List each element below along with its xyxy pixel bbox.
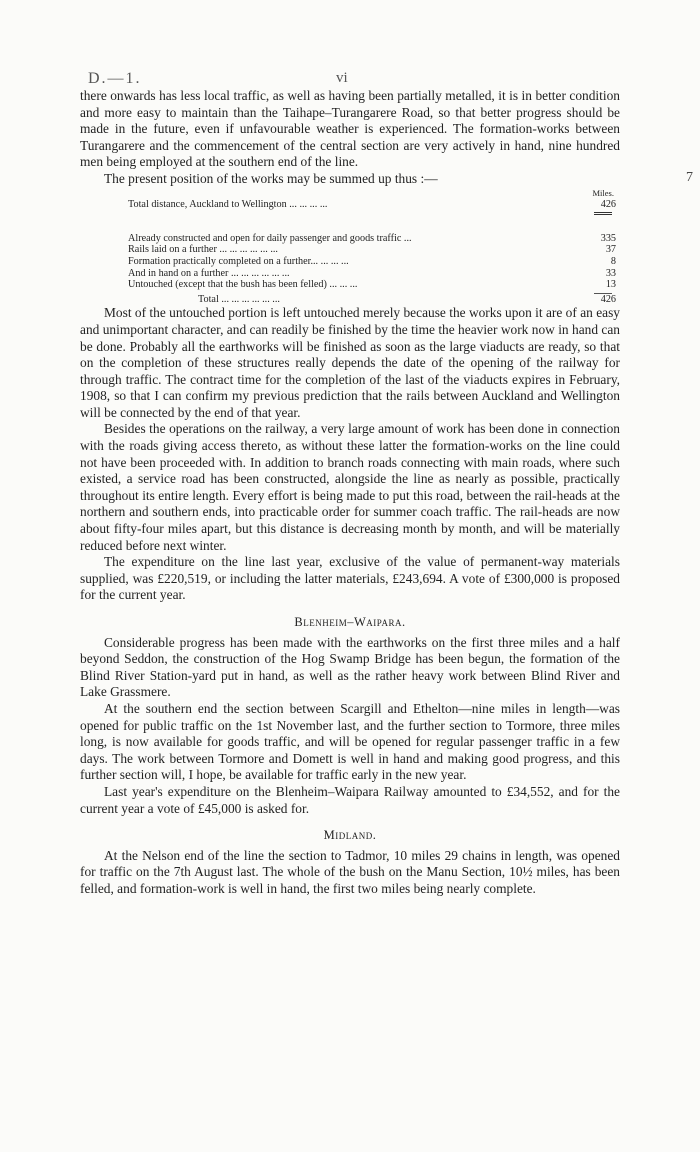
row-leader: ... ... ... ... ... ... bbox=[218, 293, 280, 305]
row-value: 426 bbox=[600, 199, 616, 211]
row-label: Formation practically completed on a further... bbox=[128, 255, 319, 267]
row-leader: ... ... ... ... ... ... bbox=[228, 267, 290, 279]
row-value: 37 bbox=[605, 244, 616, 256]
table-row bbox=[80, 233, 620, 245]
table-row-total bbox=[80, 294, 620, 306]
paragraph: At the Nelson end of the line the section to Tadmor, 10 miles 29 chains in length, was opened for traffic on the 7th August last. The whole of the bush on the Manu Section, 10½ miles, has been felled, and formation-work is well in hand, the first two miles being nearly complete. bbox=[80, 847, 620, 896]
table-row bbox=[80, 244, 620, 256]
row-leader: ... bbox=[401, 232, 412, 244]
document-body bbox=[80, 88, 620, 898]
paragraph: there onwards has less local traffic, as well as having been partially metalled, it is in better condition and more easy to maintain than the Taihape–Turangarere Road, so that better progress should be made in the future, even if unfavourable weather is experienced. The formation-works between Turangarere and the commencement of the central section are very actively in hand, nine hundred men being employed at the southern end of the line. bbox=[80, 88, 620, 170]
paragraph: Besides the operations on the railway, a very large amount of work has been done in connection with the roads giving access thereto, as without these latter the formation-works on the line could not have been proceeded with. In addition to branch roads connecting with main roads, where such existed, a service road has been constructed, alongside the line as nearly as possible, practically throughout its entire length. Every effort is being made to put this road, between the rail-heads at the northern and southern ends, into practicable order for summer coach traffic. The rail-heads are now about fifty-four miles apart, but this distance is decreasing month by month, and will be materially reduced before next winter. bbox=[80, 421, 620, 553]
works-summary-table bbox=[80, 188, 620, 306]
table-row bbox=[80, 256, 620, 268]
row-label: Rails laid on a further bbox=[128, 244, 217, 256]
document-code: D.—1. bbox=[88, 70, 142, 87]
row-label: Total bbox=[198, 293, 219, 305]
paragraph: The expenditure on the line last year, exclusive of the value of permanent-way materials supplied, was £220,519, or including the latter materials, £243,694. A vote of £300,000 is proposed for the current year. bbox=[80, 554, 620, 603]
row-label: Untouched (except that the bush has been felled) bbox=[128, 279, 327, 291]
paragraph: Considerable progress has been made with the earthworks on the first three miles and a half beyond Seddon, the construction of the Hog Swamp Bridge has been begun, the formation of the Blind River Station-yard put in hand, as well as the rather heavy work between Blind River and Lake Grassmere. bbox=[80, 634, 620, 700]
row-leader: ... ... ... ... bbox=[286, 199, 328, 211]
paragraph: Last year's expenditure on the Blenheim–Waipara Railway amounted to £34,552, and for the current year a vote of £45,000 is asked for. bbox=[80, 783, 620, 816]
page-number: vi bbox=[336, 70, 348, 86]
row-label: And in hand on a further bbox=[128, 267, 229, 279]
paragraph: The present position of the works may be summed up thus :— bbox=[104, 170, 438, 186]
table-row bbox=[80, 268, 620, 280]
row-value: 33 bbox=[605, 267, 616, 279]
row-label: Total distance, Auckland to Wellington bbox=[128, 199, 287, 211]
row-label: Already constructed and open for daily passenger and goods traffic bbox=[128, 232, 402, 244]
row-value: 335 bbox=[600, 232, 616, 244]
row-value: 426 bbox=[600, 293, 616, 305]
paragraph: Most of the untouched portion is left untouched merely because the works upon it are of an easy and unimportant character, and can readily be finished by the time the heavier work now in hand can be done. Probably all the earthworks will be finished as soon as the large viaducts are ready, so that on the completion of these structures really depends the date of the opening of the railway for through traffic. The contract time for the completion of the last of the viaducts expires in February, 1908, so that I can confirm my previous prediction that the rails between Auckland and Wellington will be connected by the end of that year. bbox=[80, 305, 620, 420]
section-heading: Blenheim–Waipara. bbox=[294, 615, 406, 629]
section-heading: Midland. bbox=[323, 828, 377, 843]
row-leader: ... ... ... ... ... ... bbox=[216, 244, 278, 256]
table-row bbox=[80, 279, 620, 291]
table-row-total-distance bbox=[80, 199, 620, 211]
row-leader: ... ... ... bbox=[326, 279, 358, 291]
paragraph: At the southern end the section between Scargill and Ethelton—nine miles in length—was opened for public traffic on the 1st November last, and the further section to Tormore, three miles long, is now available for goods traffic, and will be opened for regular passenger traffic in a few days. The work between Tormore and Domett is well in hand and making good progress, and this further section will, I hope, be available for traffic early in the new year. bbox=[80, 700, 620, 783]
row-value: 13 bbox=[605, 279, 616, 291]
margin-mark: 7 bbox=[686, 170, 693, 185]
row-leader: ... ... ... bbox=[318, 255, 349, 267]
row-value: 8 bbox=[610, 255, 616, 267]
table-unit-header: Miles. bbox=[592, 187, 614, 198]
